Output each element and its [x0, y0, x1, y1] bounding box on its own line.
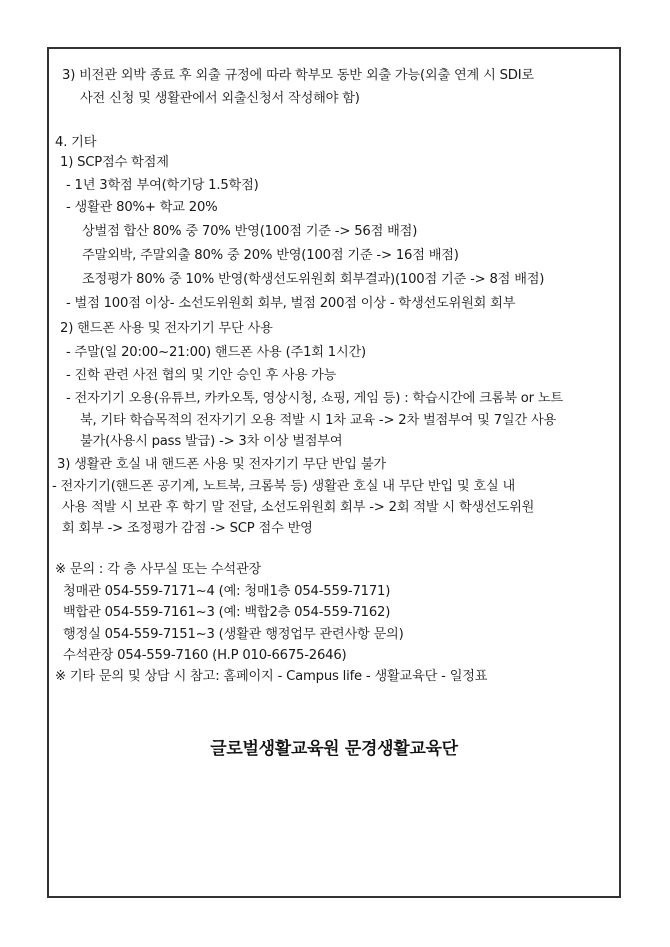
contact-homepage-note: ※ 기타 문의 및 상담 시 참고: 홈페이지 - Campus life - 생활교육단 - 일정표: [55, 669, 488, 684]
contact-heading: ※ 문의 : 각 층 사무실 또는 수석관장: [55, 562, 262, 577]
scp-merit-demerit: 상벌점 합산 80% 중 70% 반영(100점 기준 -> 56점 배점): [82, 224, 418, 239]
device-misuse-cont-1: 북, 기타 학습목적의 전자기기 오용 적발 시 1차 교육 -> 2차 벌점부여 및 7일간 사용: [80, 413, 557, 428]
subsection-phone-heading: 2) 핸드폰 사용 및 전자기기 무단 사용: [60, 321, 273, 336]
contact-admin-office: 행정실 054-559-7151~3 (생활관 행정업무 관련사항 문의): [63, 627, 404, 642]
contact-head-director: 수석관장 054-559-7160 (H.P 010-6675-2646): [63, 648, 347, 663]
organization-title: 글로벌생활교육원 문경생활교육단: [210, 739, 458, 759]
subsection-room-device-heading: 3) 생활관 호실 내 핸드폰 사용 및 전자기기 무단 반입 불가: [57, 457, 386, 472]
scp-credit-item: - 1년 3학점 부여(학기당 1.5학점): [66, 178, 259, 193]
scp-adjustment: 조정평가 80% 중 10% 반영(학생선도위원회 회부결과)(100점 기준 -> 8점 배점): [82, 272, 545, 287]
scp-penalty-committee: - 벌점 100점 이상- 소선도위원회 회부, 벌점 200점 이상 - 학생선도위원회 회부: [66, 296, 516, 311]
room-device-item: - 전자기기(핸드폰 공기계, 노트북, 크롬북 등) 생활관 호실 내 무단 반입 및 호실 내: [52, 479, 516, 494]
phone-weekend-item: - 주말(일 20:00~21:00) 핸드폰 사용 (주1회 1시간): [66, 345, 366, 360]
rule-3-outing-parent: 3) 비전관 외박 종료 후 외출 규정에 따라 학부모 동반 외출 가능(외출 연계 시 SDI로: [62, 68, 534, 83]
section-4-heading: 4. 기타: [55, 135, 97, 150]
scp-ratio-item: - 생활관 80%+ 학교 20%: [66, 200, 218, 215]
subsection-scp-heading: 1) SCP점수 학점제: [60, 155, 169, 170]
device-misuse-cont-2: 불가(사용시 pass 발급) -> 3차 이상 벌점부여: [80, 434, 343, 449]
room-device-cont-1: 사용 적발 시 보관 후 학기 말 전달, 소선도위원회 회부 -> 2회 적발 시 학생선도위원: [62, 500, 535, 515]
contact-cheongmae: 청매관 054-559-7171~4 (예: 청매1층 054-559-7171): [63, 584, 391, 599]
rule-3-outing-parent-cont: 사전 신청 및 생활관에서 외출신청서 작성해야 함): [80, 91, 360, 106]
scp-weekend: 주말외박, 주말외출 80% 중 20% 반영(100점 기준 -> 16점 배점): [82, 248, 459, 263]
device-misuse-item: - 전자기기 오용(유튜브, 카카오톡, 영상시청, 쇼핑, 게임 등) : 학습시간에 크롬북 or 노트: [66, 391, 563, 406]
room-device-cont-2: 회 회부 -> 조정평가 감점 -> SCP 점수 반영: [62, 521, 313, 536]
contact-baekhap: 백합관 054-559-7161~3 (예: 백합2층 054-559-7162): [63, 605, 391, 620]
phone-approval-item: - 진학 관련 사전 협의 및 기안 승인 후 사용 가능: [66, 368, 337, 383]
